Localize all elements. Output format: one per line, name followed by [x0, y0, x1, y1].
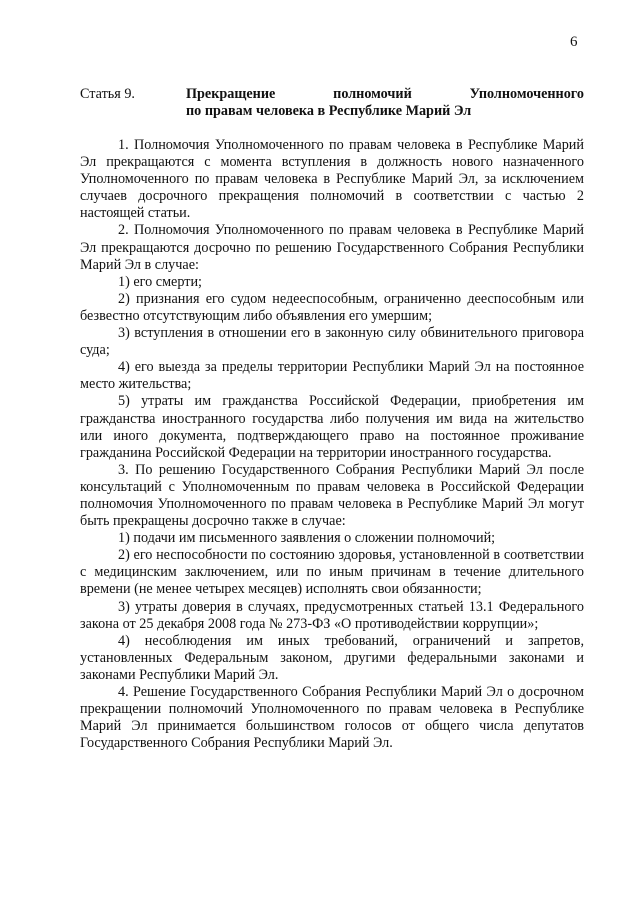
page-number: 6	[570, 34, 578, 50]
article-body	[80, 137, 584, 752]
paragraph-part-1: 1. Полномочия Уполномоченного по правам человека в Республике Марий Эл прекращаются с момента вступления в должность нового назначенного Уполномоченного по правам человека в Республике Марий Эл, за исключением случаев досрочного прекращения полномочий в соответствии с частью 2 настоящей статьи.	[80, 137, 584, 222]
list-item-2-5: 5) утраты им гражданства Российской Федерации, приобретения им гражданства иностранного государства либо получения им вида на жительство или иного документа, подтверждающего право на постоянное проживание гражданина Российской Федерации на территории иностранного государства.	[80, 393, 584, 461]
article-title-line1: Прекращение полномочий Уполномоченного	[186, 86, 584, 102]
paragraph-part-3: 3. По решению Государственного Собрания Республики Марий Эл после консультаций с Уполномоченным по правам человека в Российской Федерации полномочия Уполномоченного по правам человека в Республике Марий Эл могут быть прекращены досрочно также в случае:	[80, 461, 584, 530]
list-item-3-2: 2) его неспособности по состоянию здоровья, установленной в соответствии с медицинским заключением, или по иным причинам в течение длительного времени (не менее четырех месяцев) исполнять свои обязанности;	[80, 547, 584, 598]
list-item-3-1: 1) подачи им письменного заявления о сложении полномочий;	[118, 530, 496, 547]
list-item-2-2: 2) признания его судом недееспособным, ограниченно дееспособным или безвестно отсутствующим либо объявления его умершим;	[80, 290, 584, 324]
article-label: Статья 9.	[80, 86, 135, 102]
list-item-2-4: 4) его выезда за пределы территории Республики Марий Эл на постоянное место жительства;	[80, 359, 584, 393]
list-item-2-3: 3) вступления в отношении его в законную силу обвинительного приговора суда;	[80, 325, 584, 359]
list-item-3-4: 4) несоблюдения им иных требований, ограничений и запретов, установленных Федеральным законом, другими федеральными законами и законами Республики Марий Эл.	[80, 632, 584, 683]
list-item-2-1: 1) его смерти;	[118, 273, 202, 290]
article-heading-row	[80, 86, 584, 103]
list-item-3-3: 3) утраты доверия в случаях, предусмотренных статьей 13.1 Федерального закона от 25 декабря 2008 года № 273-ФЗ «О противодействии коррупции»;	[80, 598, 584, 632]
article-title-line2: по правам человека в Республике Марий Эл	[186, 103, 472, 120]
paragraph-part-4: 4. Решение Государственного Собрания Республики Марий Эл о досрочном прекращении полномочий Уполномоченного по правам человека в Республике Марий Эл принимается большинством голосов от общего числа депутатов Государственного Собрания Республики Марий Эл.	[80, 684, 584, 752]
paragraph-part-2: 2. Полномочия Уполномоченного по правам человека в Республике Марий Эл прекращаются досрочно по решению Государственного Собрания Республики Марий Эл в случае:	[80, 222, 584, 273]
article-heading	[80, 86, 584, 120]
